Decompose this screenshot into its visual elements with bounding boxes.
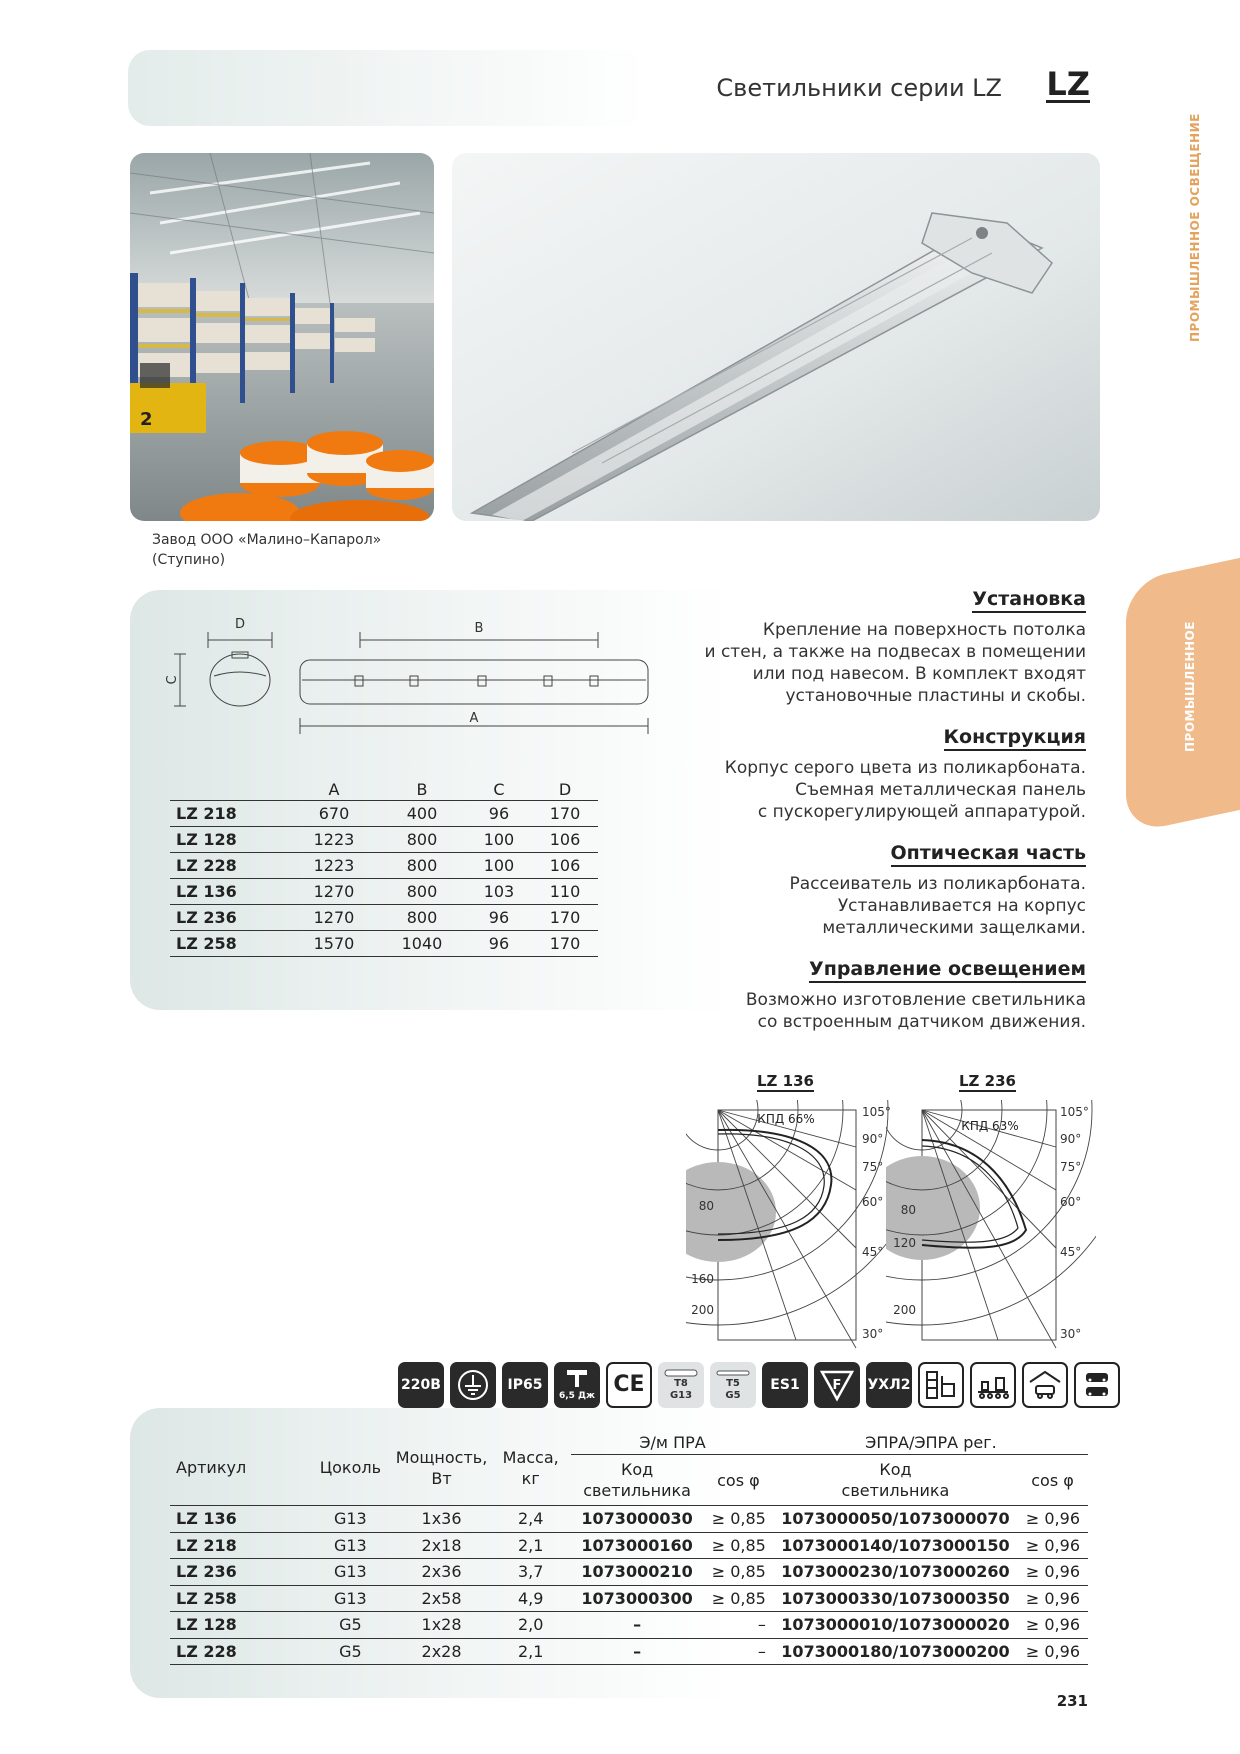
caption-line: Завод ООО «Малино–Капарол» (152, 532, 382, 548)
ce-mark-icon: CE (606, 1362, 652, 1408)
table-row (170, 827, 598, 853)
model-cell: LZ 236 (170, 905, 290, 931)
dimensions-header-row (170, 778, 598, 801)
radial-label: 200 (691, 1303, 714, 1317)
warehouse-photo (130, 153, 434, 521)
col-header: A (290, 778, 378, 801)
base-cell: G5 (308, 1638, 393, 1665)
col-header: B (378, 778, 466, 801)
code-cell: 1073000210 (571, 1559, 703, 1586)
dim-label-c: C (165, 675, 180, 685)
base-cell: G5 (308, 1612, 393, 1639)
table-row (170, 1585, 1088, 1612)
model-cell: LZ 258 (170, 931, 290, 957)
cos-cell: ≥ 0,85 (703, 1559, 774, 1586)
section-text: Крепление на поверхность потолка и стен, а также на подвесах в помещении или под навесом. В комплект входят установочные пластины и скобы. (704, 620, 1086, 706)
climate-icon: УХЛ2 (866, 1362, 912, 1408)
dimension-cell: 170 (532, 905, 598, 931)
base-cell: G13 (308, 1585, 393, 1612)
series-code: LZ (1046, 65, 1090, 103)
impact-icon (554, 1362, 600, 1408)
page-title: Светильники серии LZ (716, 74, 1002, 102)
cos-cell: – (703, 1612, 774, 1639)
dim-label-d: D (234, 617, 246, 632)
dimension-cell: 800 (378, 827, 466, 853)
section-title: Конструкция (944, 725, 1086, 751)
photo-caption (152, 530, 381, 570)
table-row (170, 1506, 1088, 1533)
dimension-cell: 800 (378, 853, 466, 879)
code-epra-cell: 1073000010/1073000020 (774, 1612, 1017, 1639)
power-cell: 1х28 (393, 1612, 490, 1639)
dimension-cell: 100 (466, 827, 532, 853)
col-header: C (466, 778, 532, 801)
cos-epra-cell: ≥ 0,96 (1017, 1559, 1088, 1586)
side-section-label: ПРОМЫШЛЕННОЕ ОСВЕЩЕНИЕ (1188, 113, 1202, 342)
section-text: Рассеиватель из поликарбоната. Устанавливается на корпус металлическими защелками. (789, 874, 1086, 938)
table-row (170, 853, 598, 879)
dimension-cell: 1223 (290, 853, 378, 879)
dimension-cell: 96 (466, 801, 532, 827)
radial-label: 160 (691, 1272, 714, 1286)
certification-icons (398, 1362, 1120, 1408)
garage-icon (1022, 1362, 1068, 1408)
polar-title-lz136: LZ 136 (757, 1072, 814, 1090)
dimension-cell: 103 (466, 879, 532, 905)
lamp-base: G13 (669, 1390, 693, 1401)
table-row (170, 905, 598, 931)
dimension-cell: 1040 (378, 931, 466, 957)
dimension-cell: 106 (532, 853, 598, 879)
base-cell: G13 (308, 1506, 393, 1533)
dimension-cell: 800 (378, 905, 466, 931)
col-header (170, 778, 290, 801)
table-row (170, 1532, 1088, 1559)
col-group-em: Э/м ПРА (571, 1430, 774, 1455)
angle-label: 30° (862, 1327, 884, 1341)
dimension-cell: 170 (532, 931, 598, 957)
angle-label: 75° (1060, 1160, 1082, 1174)
cos-cell: – (703, 1638, 774, 1665)
section-tab-label: ПРОМЫШЛЕННОЕ (1183, 621, 1197, 752)
section-text: Возможно изготовление светильника со встроенным датчиком движения. (745, 990, 1086, 1032)
cos-epra-cell: ≥ 0,96 (1017, 1638, 1088, 1665)
dimension-cell: 100 (466, 853, 532, 879)
cos-cell: ≥ 0,85 (703, 1506, 774, 1533)
table-row (170, 801, 598, 827)
cos-epra-cell: ≥ 0,96 (1017, 1506, 1088, 1533)
angle-label: 90° (1060, 1132, 1082, 1146)
code-cell: 1073000300 (571, 1585, 703, 1612)
section-installation (705, 587, 1087, 707)
dimension-drawing (150, 610, 670, 740)
code-cell: 1073000030 (571, 1506, 703, 1533)
radial-label: 80 (698, 1199, 714, 1213)
article-cell: LZ 236 (170, 1559, 308, 1586)
radial-label: 200 (893, 1303, 916, 1317)
es-class-icon: ES1 (762, 1362, 808, 1408)
dimension-cell: 1223 (290, 827, 378, 853)
base-cell: G13 (308, 1532, 393, 1559)
angle-label: 45° (1060, 1245, 1082, 1259)
code-cell: – (571, 1612, 703, 1639)
code-epra-cell: 1073000050/1073000070 (774, 1506, 1017, 1533)
table-row (170, 879, 598, 905)
mass-cell: 3,7 (490, 1559, 571, 1586)
f-mark-label: F (832, 1378, 842, 1393)
dimension-cell: 800 (378, 879, 466, 905)
section-optics (790, 841, 1087, 939)
lamp-base: G5 (725, 1390, 741, 1401)
article-cell: LZ 258 (170, 1585, 308, 1612)
cos-cell: ≥ 0,85 (703, 1532, 774, 1559)
power-cell: 1х36 (393, 1506, 490, 1533)
article-cell: LZ 136 (170, 1506, 308, 1533)
header-band (128, 50, 648, 126)
power-cell: 2х18 (393, 1532, 490, 1559)
base-cell: G13 (308, 1559, 393, 1586)
f-mark-icon (814, 1362, 860, 1408)
lamp-t5-icon (710, 1362, 756, 1408)
dimension-cell: 96 (466, 931, 532, 957)
angle-label: 60° (1060, 1195, 1082, 1209)
grounding-icon (450, 1362, 496, 1408)
col-header-power: Мощность, Вт (395, 1447, 488, 1488)
dimension-cell: 96 (466, 905, 532, 931)
code-cell: – (571, 1638, 703, 1665)
ip-rating-icon: IP65 (502, 1362, 548, 1408)
col-header-code: Код светильника (583, 1460, 691, 1500)
page-number: 231 (1056, 1692, 1088, 1710)
model-cell: LZ 128 (170, 827, 290, 853)
polar-diagram-lz236 (886, 1100, 1096, 1350)
production-line-icon (970, 1362, 1016, 1408)
cos-epra-cell: ≥ 0,96 (1017, 1585, 1088, 1612)
section-title: Установка (972, 587, 1086, 613)
col-header-code-epra: Код светильника (841, 1460, 950, 1500)
col-header-article: Артикул (176, 1458, 247, 1477)
code-cell: 1073000160 (571, 1532, 703, 1559)
cos-cell: ≥ 0,85 (703, 1585, 774, 1612)
angle-label: 105° (862, 1105, 891, 1119)
model-cell: LZ 228 (170, 853, 290, 879)
power-cell: 2х58 (393, 1585, 490, 1612)
col-header-cos: cos φ (717, 1470, 760, 1490)
lamp-t8-icon (658, 1362, 704, 1408)
section-text: Корпус серого цвета из поликарбоната. Съемная металлическая панель с пускорегулирующей аппаратурой. (724, 758, 1086, 822)
parking-icon (1074, 1362, 1120, 1408)
table-row (170, 931, 598, 957)
lamp-type: T5 (726, 1378, 740, 1389)
col-header-base: Цоколь (319, 1458, 382, 1477)
lamp-type: T8 (674, 1378, 688, 1389)
model-cell: LZ 136 (170, 879, 290, 905)
angle-label: 30° (1060, 1327, 1082, 1341)
voltage-icon: 220В (398, 1362, 444, 1408)
polar-title-lz236: LZ 236 (959, 1072, 1016, 1090)
code-epra-cell: 1073000180/1073000200 (774, 1638, 1017, 1665)
luminaire-photo (452, 153, 1100, 521)
mass-cell: 2,4 (490, 1506, 571, 1533)
col-header-mass: Масса, кг (502, 1447, 559, 1488)
table-row (170, 1612, 1088, 1639)
dimension-cell: 110 (532, 879, 598, 905)
svg-text:2: 2 (140, 409, 153, 430)
dim-label-b: B (474, 621, 484, 636)
model-cell: LZ 218 (170, 801, 290, 827)
code-epra-cell: 1073000140/1073000150 (774, 1532, 1017, 1559)
spec-header-row (170, 1430, 1088, 1455)
dimension-cell: 1570 (290, 931, 378, 957)
dimension-cell: 1270 (290, 879, 378, 905)
power-cell: 2х28 (393, 1638, 490, 1665)
warehouse-application-icon (918, 1362, 964, 1408)
dimension-cell: 170 (532, 801, 598, 827)
article-cell: LZ 218 (170, 1532, 308, 1559)
caption-line: (Ступино) (152, 552, 226, 568)
efficiency-label: КПД 66% (757, 1112, 815, 1126)
table-row (170, 1638, 1088, 1665)
dimension-cell: 106 (532, 827, 598, 853)
dimensions-table (170, 778, 598, 957)
efficiency-label: КПД 63% (961, 1119, 1019, 1133)
angle-label: 60° (862, 1195, 884, 1209)
section-construction (725, 725, 1086, 823)
radial-label: 80 (900, 1203, 916, 1217)
mass-cell: 2,1 (490, 1638, 571, 1665)
mass-cell: 2,0 (490, 1612, 571, 1639)
col-group-epra: ЭПРА/ЭПРА рег. (774, 1430, 1088, 1455)
table-row (170, 1559, 1088, 1586)
radial-label: 120 (893, 1236, 916, 1250)
power-cell: 2х36 (393, 1559, 490, 1586)
impact-value: 6,5 Дж (558, 1391, 596, 1401)
code-epra-cell: 1073000330/1073000350 (774, 1585, 1017, 1612)
dimension-cell: 670 (290, 801, 378, 827)
angle-label: 90° (862, 1132, 884, 1146)
mass-cell: 2,1 (490, 1532, 571, 1559)
col-header-cos-epra: cos φ (1031, 1470, 1074, 1490)
spec-table (170, 1430, 1088, 1665)
dimension-cell: 400 (378, 801, 466, 827)
section-title: Управление освещением (809, 957, 1086, 983)
col-header: D (532, 778, 598, 801)
article-cell: LZ 128 (170, 1612, 308, 1639)
dimension-cell: 1270 (290, 905, 378, 931)
angle-label: 105° (1060, 1105, 1089, 1119)
article-cell: LZ 228 (170, 1638, 308, 1665)
cos-epra-cell: ≥ 0,96 (1017, 1612, 1088, 1639)
section-control (746, 957, 1086, 1033)
code-epra-cell: 1073000230/1073000260 (774, 1559, 1017, 1586)
mass-cell: 4,9 (490, 1585, 571, 1612)
section-title: Оптическая часть (891, 841, 1086, 867)
cos-epra-cell: ≥ 0,96 (1017, 1532, 1088, 1559)
angle-label: 45° (862, 1245, 884, 1259)
angle-label: 75° (862, 1160, 884, 1174)
dim-label-a: A (469, 711, 479, 726)
polar-diagram-lz136 (686, 1100, 896, 1350)
